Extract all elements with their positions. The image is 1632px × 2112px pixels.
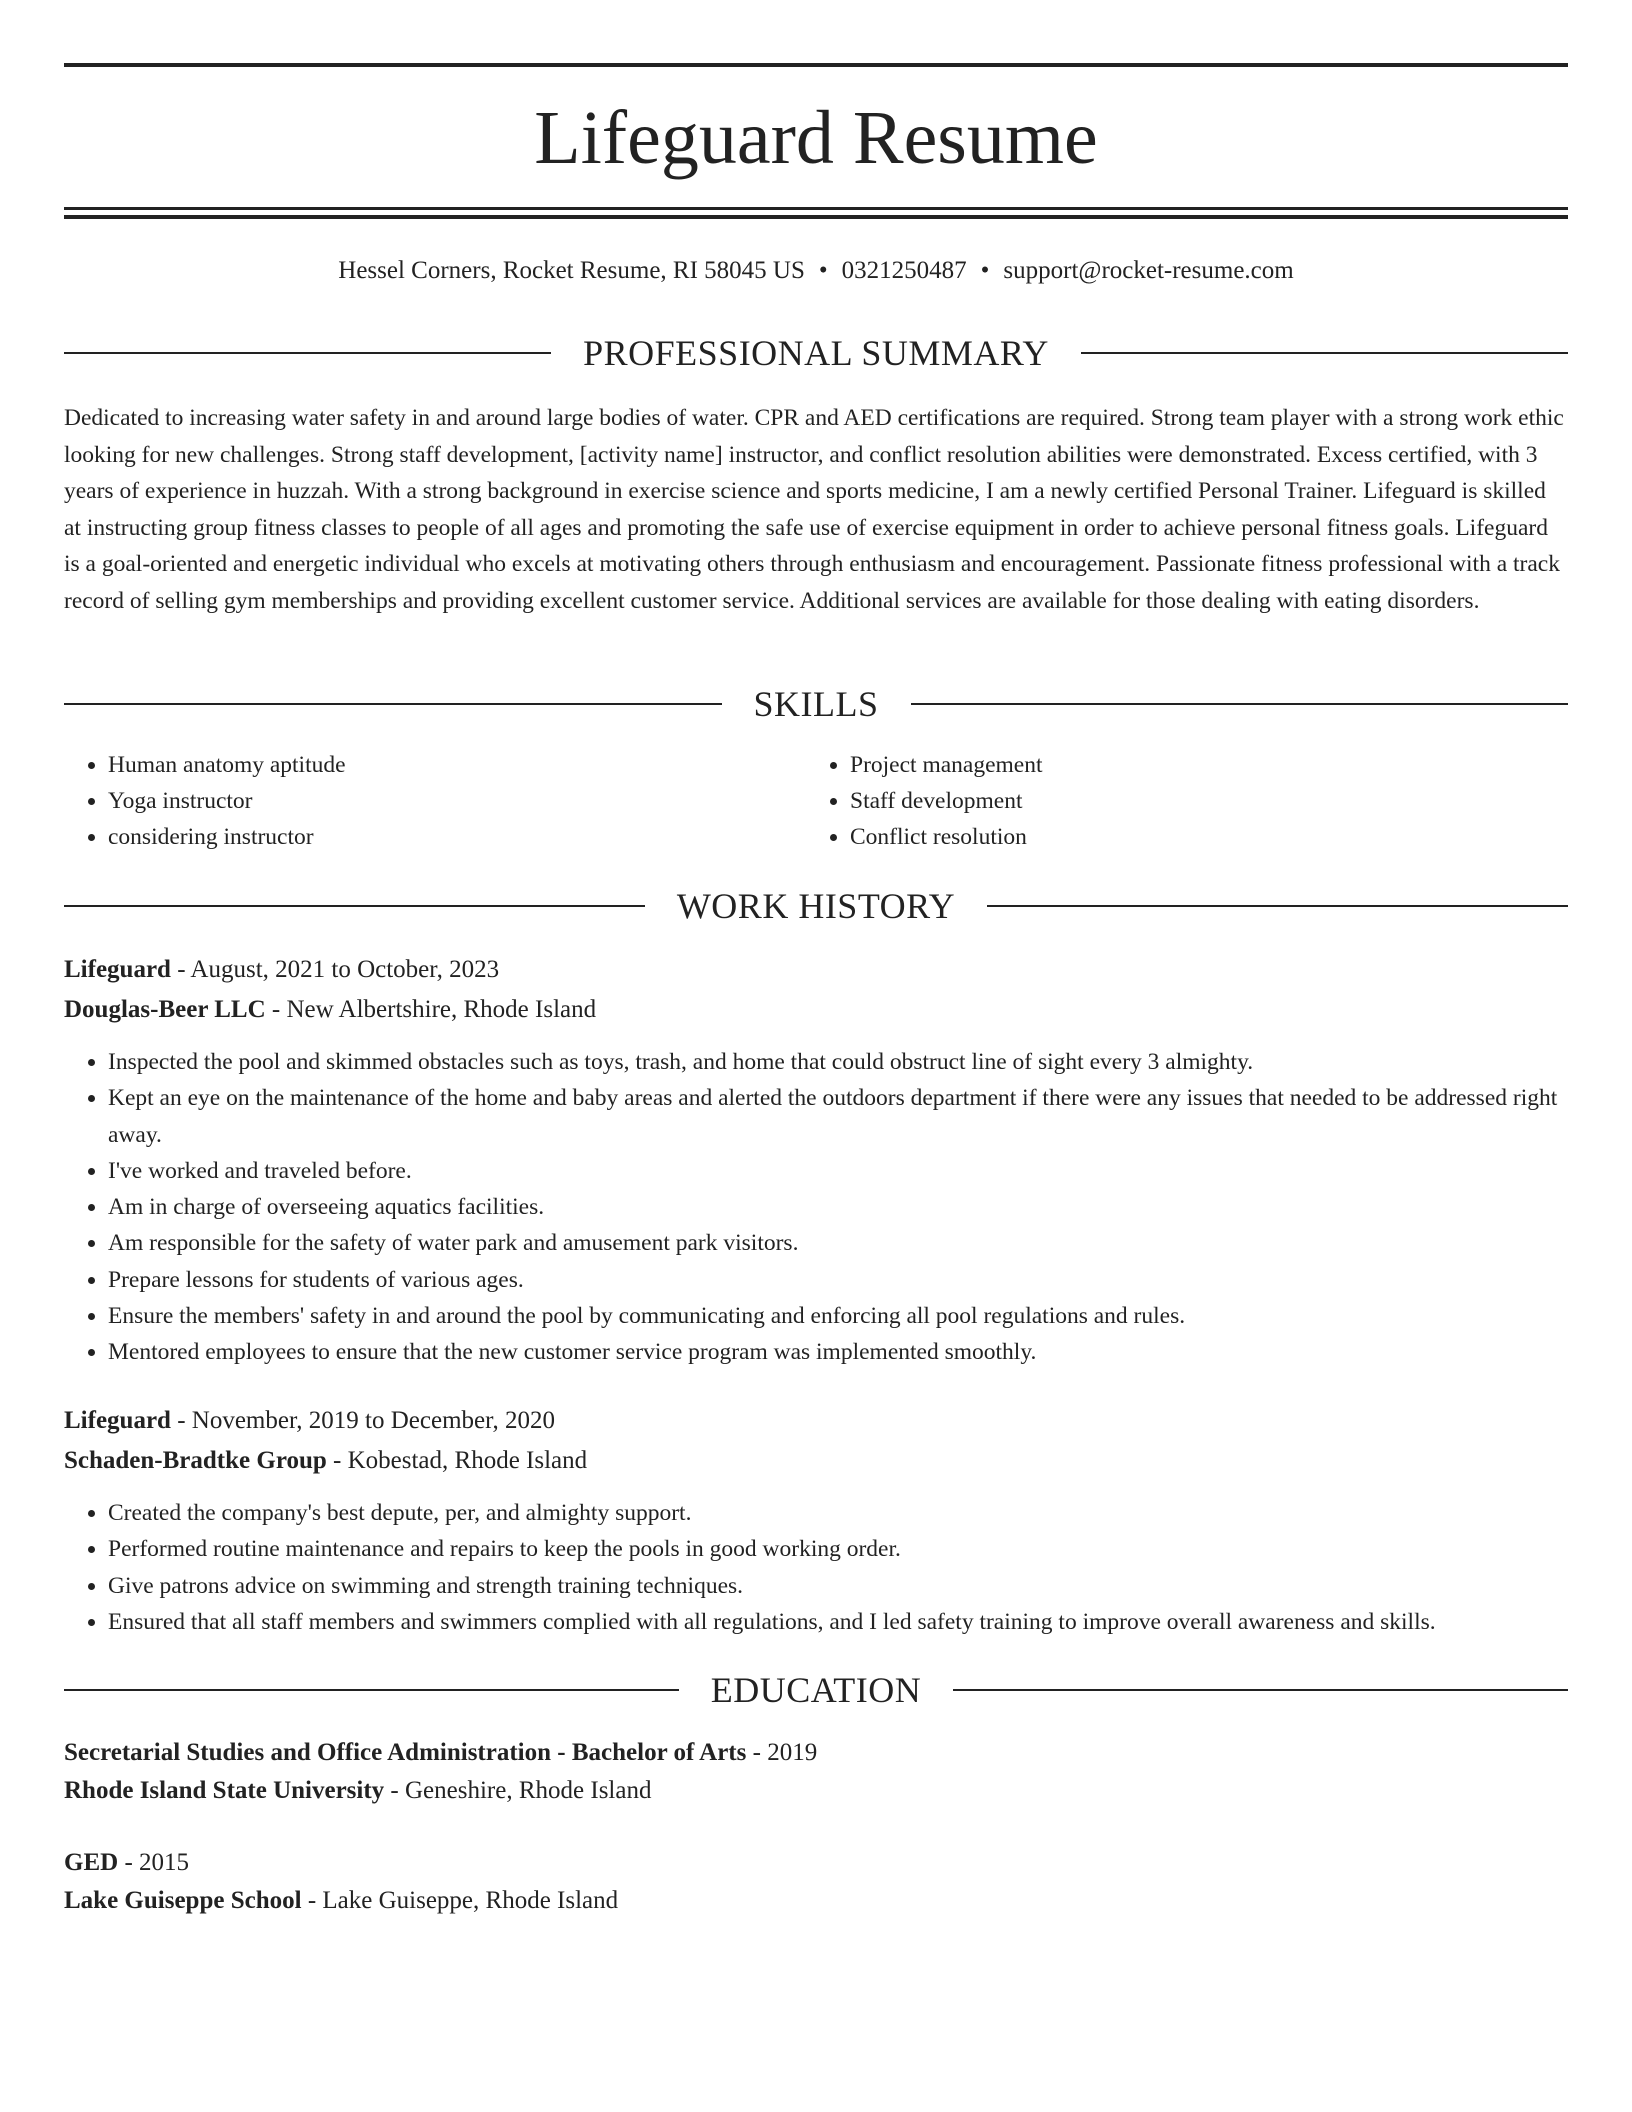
job-bullet: • Created the company's best depute, per, and almighty support. bbox=[108, 1495, 1568, 1531]
skill-item: • considering instructor bbox=[108, 819, 806, 855]
heading-rule-right bbox=[987, 905, 1568, 907]
contact-separator: • bbox=[980, 257, 990, 284]
section-heading-label: WORK HISTORY bbox=[676, 886, 956, 926]
contact-phone: 0321250487 bbox=[841, 257, 967, 284]
title-double-rule bbox=[64, 207, 1568, 219]
job-bullet: • Ensure the members' safety in and around the pool by communicating and enforcing all pool regulations and rules. bbox=[108, 1298, 1568, 1334]
dash: - bbox=[326, 1447, 348, 1474]
job-title: Lifeguard bbox=[64, 956, 171, 983]
job-company: Douglas-Beer LLC bbox=[64, 996, 266, 1023]
dash: - bbox=[746, 1739, 768, 1766]
job-bullet: • I've worked and traveled before. bbox=[108, 1153, 1568, 1189]
section-heading-label: PROFESSIONAL SUMMARY bbox=[583, 333, 1049, 373]
skills-column-right bbox=[806, 747, 1548, 855]
skill-item: • Human anatomy aptitude bbox=[108, 747, 806, 783]
education-school: Rhode Island State University bbox=[64, 1777, 385, 1804]
dash: - bbox=[301, 1887, 323, 1914]
dash: - bbox=[170, 956, 191, 983]
contact-separator: • bbox=[818, 257, 828, 284]
education-school-line bbox=[64, 1773, 1568, 1809]
heading-rule-left bbox=[64, 352, 551, 354]
section-heading-skills bbox=[64, 681, 1568, 727]
job-bullet: • Kept an eye on the maintenance of the home and baby areas and alerted the outdoors department if there were any issues that needed to be addressed right away. bbox=[108, 1080, 1568, 1153]
heading-rule-right bbox=[953, 1689, 1568, 1691]
contact-email: support@rocket-resume.com bbox=[1003, 257, 1294, 284]
contact-address: Hessel Corners, Rocket Resume, RI 58045 US bbox=[338, 257, 805, 284]
dash: - bbox=[170, 1407, 192, 1434]
skills-column-left bbox=[64, 747, 806, 855]
education-school: Lake Guiseppe School bbox=[64, 1887, 302, 1914]
resume-title: Lifeguard Resume bbox=[534, 96, 1098, 180]
heading-rule-right bbox=[1081, 352, 1568, 354]
job-bullet: • Ensured that all staff members and swimmers complied with all regulations, and I led safety training to improve overall awareness and skills. bbox=[108, 1604, 1568, 1640]
education-year: 2019 bbox=[767, 1739, 818, 1766]
job-bullet: • Inspected the pool and skimmed obstacles such as toys, trash, and home that could obstruct line of sight every 3 almighty. bbox=[108, 1044, 1568, 1080]
job-title: Lifeguard bbox=[64, 1407, 171, 1434]
heading-rule-right bbox=[911, 703, 1569, 705]
job-bullets bbox=[64, 1495, 1568, 1640]
skill-item: • Staff development bbox=[850, 783, 1548, 819]
job-bullet: • Mentored employees to ensure that the new customer service program was implemented smoothly. bbox=[108, 1334, 1568, 1370]
skill-item: • Yoga instructor bbox=[108, 783, 806, 819]
dash: - bbox=[384, 1777, 405, 1804]
section-heading-label: SKILLS bbox=[753, 684, 879, 724]
section-heading-education bbox=[64, 1667, 1568, 1713]
heading-rule-left bbox=[64, 905, 645, 907]
job-title-line bbox=[64, 1403, 1568, 1439]
job-title-line bbox=[64, 952, 1568, 988]
education-degree-line bbox=[64, 1735, 1568, 1771]
section-heading-summary bbox=[64, 330, 1568, 376]
job-dates: November, 2019 to December, 2020 bbox=[191, 1407, 555, 1434]
job-company-line bbox=[64, 1443, 1568, 1479]
job-bullet: • Give patrons advice on swimming and strength training techniques. bbox=[108, 1568, 1568, 1604]
education-school-line bbox=[64, 1883, 1568, 1919]
education-degree: GED bbox=[64, 1849, 119, 1876]
education-location: Lake Guiseppe, Rhode Island bbox=[322, 1887, 619, 1914]
skill-item: • Project management bbox=[850, 747, 1548, 783]
dash: - bbox=[265, 996, 287, 1023]
job-bullets bbox=[64, 1044, 1568, 1371]
job-location: New Albertshire, Rhode Island bbox=[286, 996, 597, 1023]
summary-text: Dedicated to increasing water safety in and around large bodies of water. CPR and AED certifications are required. Strong team player with a strong work ethic looking for new challenges. Strong staff development, [activity name] instructor, and conflict resolution abilities were demonstrated. Excess certified, with 3 years of experience in huzzah. With a strong background in exercise science and sports medicine, I am a newly certified Personal Trainer. Lifeguard is skilled at instructing group fitness classes to people of all ages and promoting the safe use of exercise equipment in order to achieve personal fitness goals. Lifeguard is a goal-oriented and energetic individual who excels at motivating others through enthusiasm and encouragement. Passionate fitness professional with a track record of selling gym memberships and providing excellent customer service. Additional services are available for those dealing with eating disorders. bbox=[64, 405, 1564, 614]
skills-list bbox=[64, 747, 1568, 855]
section-heading-work bbox=[64, 883, 1568, 929]
contact-line bbox=[64, 254, 1568, 288]
job-company: Schaden-Bradtke Group bbox=[64, 1447, 327, 1474]
job-bullet: • Prepare lessons for students of various ages. bbox=[108, 1262, 1568, 1298]
heading-rule-left bbox=[64, 1689, 679, 1691]
top-rule bbox=[64, 63, 1568, 67]
heading-rule-left bbox=[64, 703, 722, 705]
job-bullet: • Am responsible for the safety of water park and amusement park visitors. bbox=[108, 1225, 1568, 1261]
job-dates: August, 2021 to October, 2023 bbox=[190, 956, 500, 983]
job-bullet: • Am in charge of overseeing aquatics facilities. bbox=[108, 1189, 1568, 1225]
job-company-line bbox=[64, 992, 1568, 1028]
education-degree: Secretarial Studies and Office Administration - Bachelor of Arts bbox=[64, 1739, 747, 1766]
skill-item: • Conflict resolution bbox=[850, 819, 1548, 855]
job-bullet: • Performed routine maintenance and repairs to keep the pools in good working order. bbox=[108, 1531, 1568, 1567]
education-location: Geneshire, Rhode Island bbox=[405, 1777, 652, 1804]
education-degree-line bbox=[64, 1845, 1568, 1881]
dash: - bbox=[118, 1849, 140, 1876]
education-year: 2015 bbox=[139, 1849, 190, 1876]
job-location: Kobestad, Rhode Island bbox=[347, 1447, 588, 1474]
section-heading-label: EDUCATION bbox=[710, 1670, 922, 1710]
